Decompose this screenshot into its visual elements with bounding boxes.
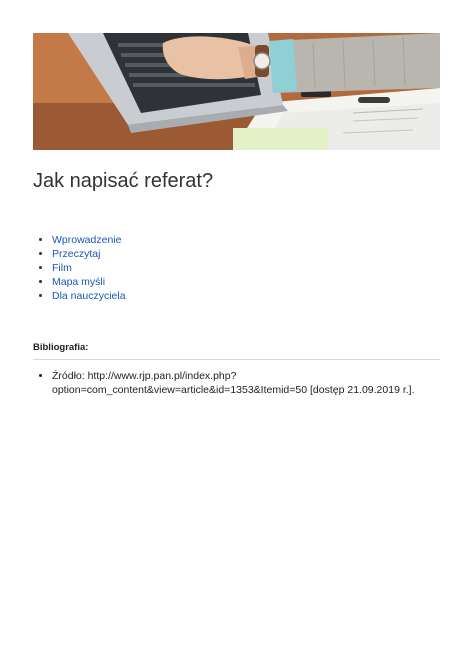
toc-link-mind-map[interactable]: Mapa myśli — [52, 276, 106, 288]
toc-item — [52, 233, 126, 247]
bibliography-entry-line2: option=com_content&view=article&id=1353&Itemid=50 [dostęp 21.09.2019 r.]. — [52, 384, 415, 396]
toc-link-film[interactable]: Film — [52, 262, 72, 274]
hero-image — [33, 33, 440, 150]
table-of-contents — [33, 233, 126, 303]
bibliography-entry — [52, 369, 452, 397]
toc-link-read[interactable]: Przeczytaj — [52, 248, 101, 260]
laptop-desk-illustration — [33, 33, 440, 150]
toc-item — [52, 275, 126, 289]
bibliography-entry-line1: Źródło: http://www.rjp.pan.pl/index.php? — [52, 370, 237, 382]
toc-link-for-teacher[interactable]: Dla nauczyciela — [52, 290, 126, 302]
toc-item — [52, 247, 126, 261]
page-title: Jak napisać referat? — [33, 170, 214, 192]
toc-item — [52, 261, 126, 275]
toc-item — [52, 289, 126, 303]
bibliography-heading: Bibliografia: — [33, 342, 440, 360]
bibliography-list — [33, 369, 452, 397]
toc-link-introduction[interactable]: Wprowadzenie — [52, 234, 122, 246]
